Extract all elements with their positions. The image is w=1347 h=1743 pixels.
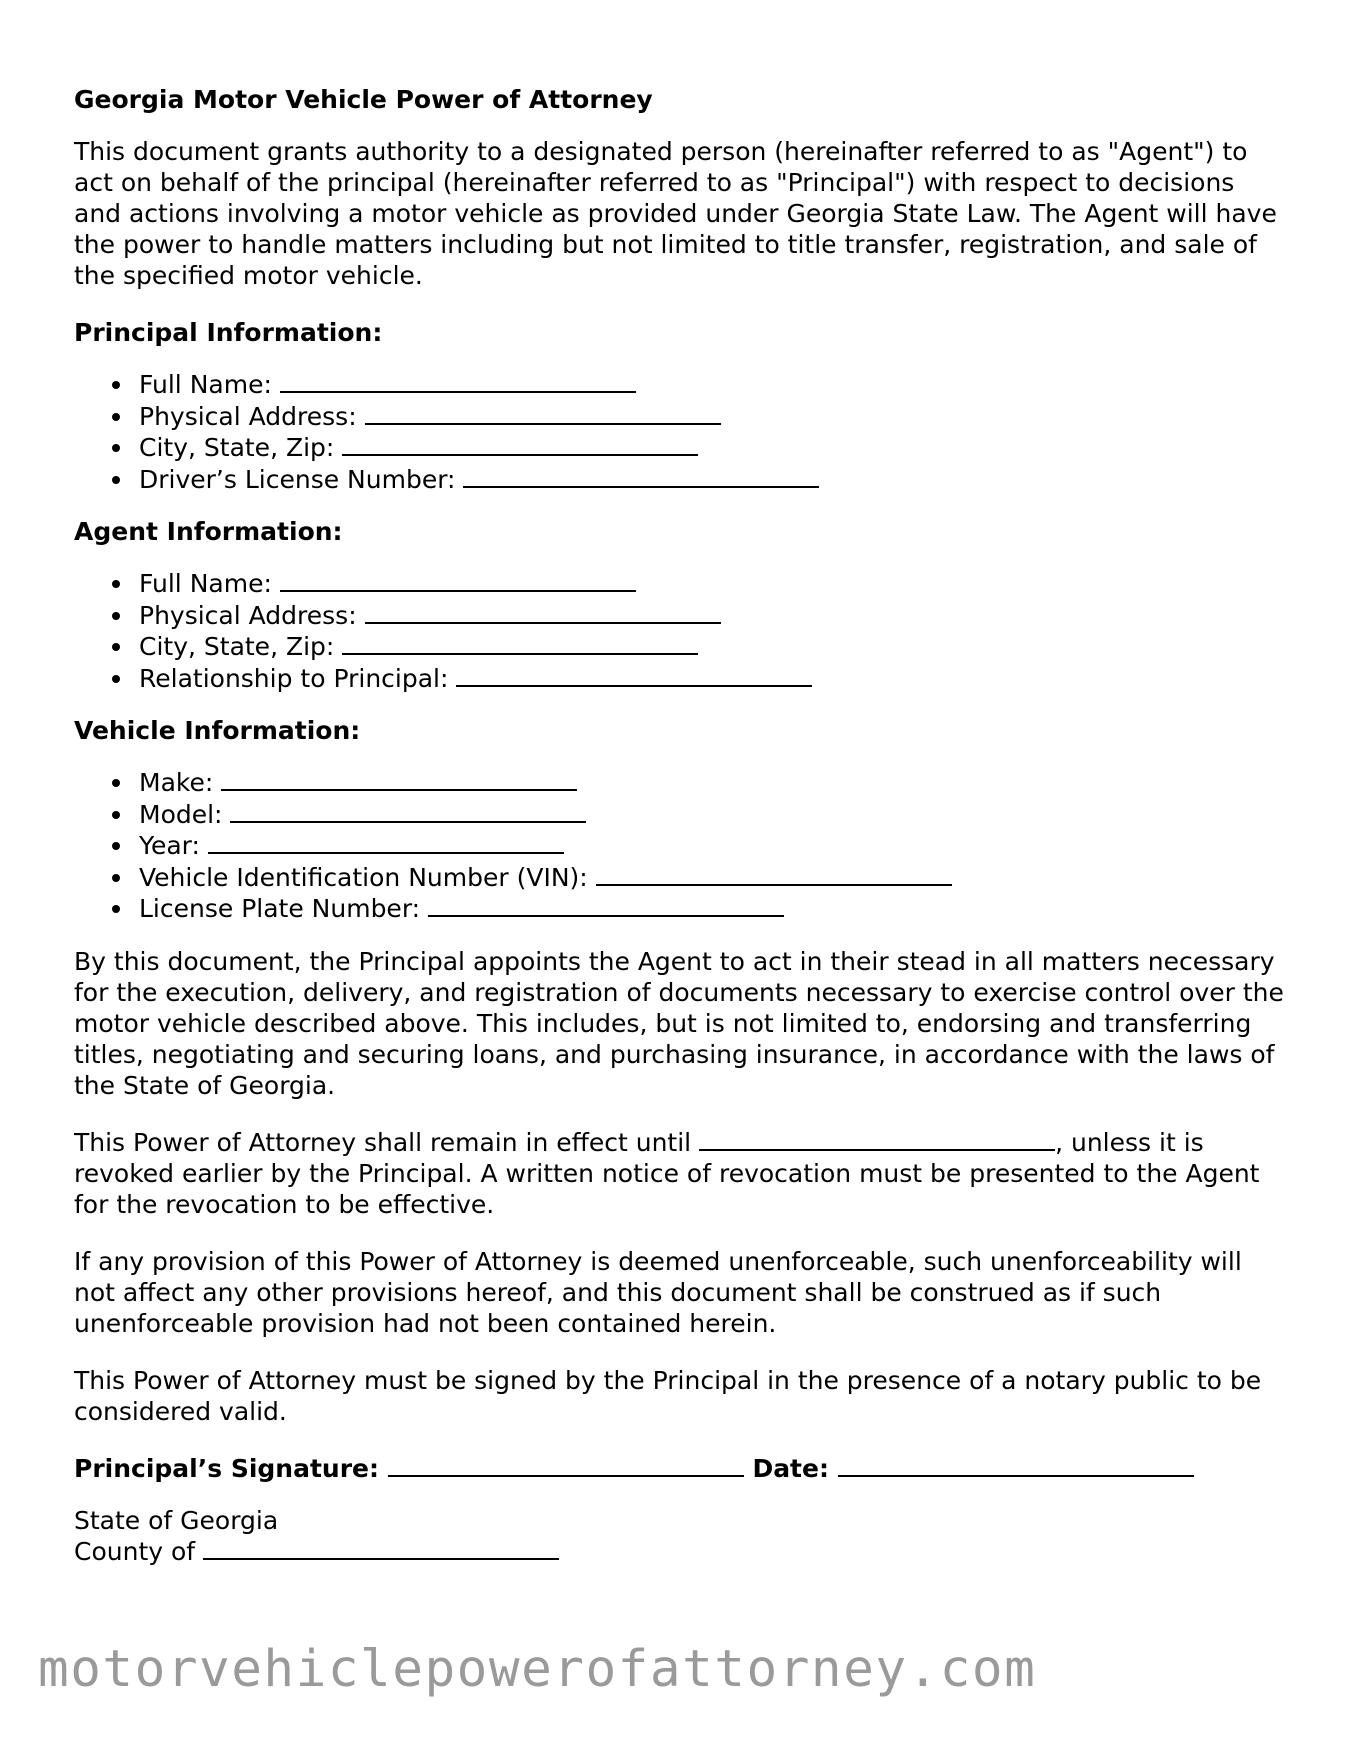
date-label: Date: — [752, 1453, 829, 1483]
agent-field-list — [74, 568, 1284, 694]
list-item — [139, 401, 1284, 433]
vehicle-info-heading: Vehicle Information: — [74, 716, 361, 745]
field-label: License Plate Number: — [139, 894, 421, 923]
field-label: City, State, Zip: — [139, 433, 335, 462]
notary-block — [74, 1505, 1284, 1567]
blank-line — [596, 883, 952, 886]
list-item — [139, 631, 1284, 663]
signature-label: Principal’s Signature: — [74, 1453, 379, 1483]
list-item — [139, 600, 1284, 632]
field-label: Full Name: — [139, 370, 272, 399]
appointment-paragraph: By this document, the Principal appoints the Agent to act in their stead in all matters necessary for the execution, delivery, and registration of documents necessary to exercise control over the motor vehicle described above. This includes, but is not limited to, endorsing and transferring titles, negotiating and securing loans, and purchasing insurance, in accordance with the laws of the State of Georgia. — [74, 946, 1284, 1100]
blank-line — [342, 453, 698, 456]
list-item — [139, 767, 1284, 799]
duration-paragraph — [74, 1127, 1284, 1220]
field-label: City, State, Zip: — [139, 632, 335, 661]
field-label: Make: — [139, 768, 214, 797]
field-label: Physical Address: — [139, 401, 357, 431]
county-label: County of — [74, 1536, 196, 1566]
blank-line — [280, 390, 636, 393]
principal-field-list — [74, 369, 1284, 495]
field-label: Physical Address: — [139, 600, 357, 630]
list-item — [139, 893, 1284, 925]
field-label: Model: — [139, 799, 223, 829]
list-item — [139, 830, 1284, 862]
blank-line — [280, 589, 636, 592]
blank-line — [365, 422, 721, 425]
signature-line — [74, 1453, 1284, 1484]
blank-line — [208, 851, 564, 854]
agent-info-heading: Agent Information: — [74, 517, 343, 546]
blank-line — [699, 1148, 1055, 1151]
field-label: Relationship to Principal: — [139, 663, 449, 693]
vehicle-field-list — [74, 767, 1284, 925]
blank-line — [463, 485, 819, 488]
blank-line — [221, 788, 577, 791]
field-label: Full Name: — [139, 569, 272, 598]
duration-text-after: , unless it is revoked earlier by the Principal. A written notice of revocation must be presented to the Agent for the revocation to be effective. — [74, 1127, 1260, 1219]
field-label: Year: — [139, 831, 200, 860]
severability-paragraph: If any provision of this Power of Attorney is deemed unenforceable, such unenforceability will not affect any other provisions hereof, and this document shall be construed as if such unenforceable provision had not been contained herein. — [74, 1246, 1242, 1338]
duration-text-before: This Power of Attorney shall remain in effect until — [74, 1127, 692, 1157]
document-page — [74, 84, 1284, 1567]
principal-info-heading: Principal Information: — [74, 318, 383, 347]
blank-line — [203, 1557, 559, 1560]
date-blank — [838, 1474, 1194, 1477]
list-item — [139, 464, 1284, 496]
blank-line — [230, 820, 586, 823]
list-item — [139, 862, 1284, 894]
blank-line — [342, 652, 698, 655]
list-item — [139, 369, 1284, 401]
watermark: motorvehiclepowerofattorney.com — [38, 1640, 1037, 1699]
field-label: Driver’s License Number: — [139, 464, 456, 494]
field-label: Vehicle Identification Number (VIN): — [139, 862, 588, 892]
document-title: Georgia Motor Vehicle Power of Attorney — [74, 85, 653, 114]
intro-paragraph: This document grants authority to a designated person (hereinafter referred to as "Agent") to act on behalf of the principal (hereinafter referred to as "Principal") with respect to decisions and actions involving a motor vehicle as provided under Georgia State Law. The Agent will have the power to handle matters including but not limited to title transfer, registration, and sale of the specified motor vehicle. — [74, 137, 1277, 290]
signature-blank — [388, 1474, 744, 1477]
notary-requirement-paragraph: This Power of Attorney must be signed by the Principal in the presence of a notary public to be considered valid. — [74, 1365, 1262, 1426]
list-item — [139, 568, 1284, 600]
list-item — [139, 799, 1284, 831]
list-item — [139, 432, 1284, 464]
blank-line — [365, 621, 721, 624]
blank-line — [428, 914, 784, 917]
notary-state: State of Georgia — [74, 1505, 279, 1535]
notary-county — [74, 1536, 1284, 1567]
list-item — [139, 663, 1284, 695]
blank-line — [456, 684, 812, 687]
